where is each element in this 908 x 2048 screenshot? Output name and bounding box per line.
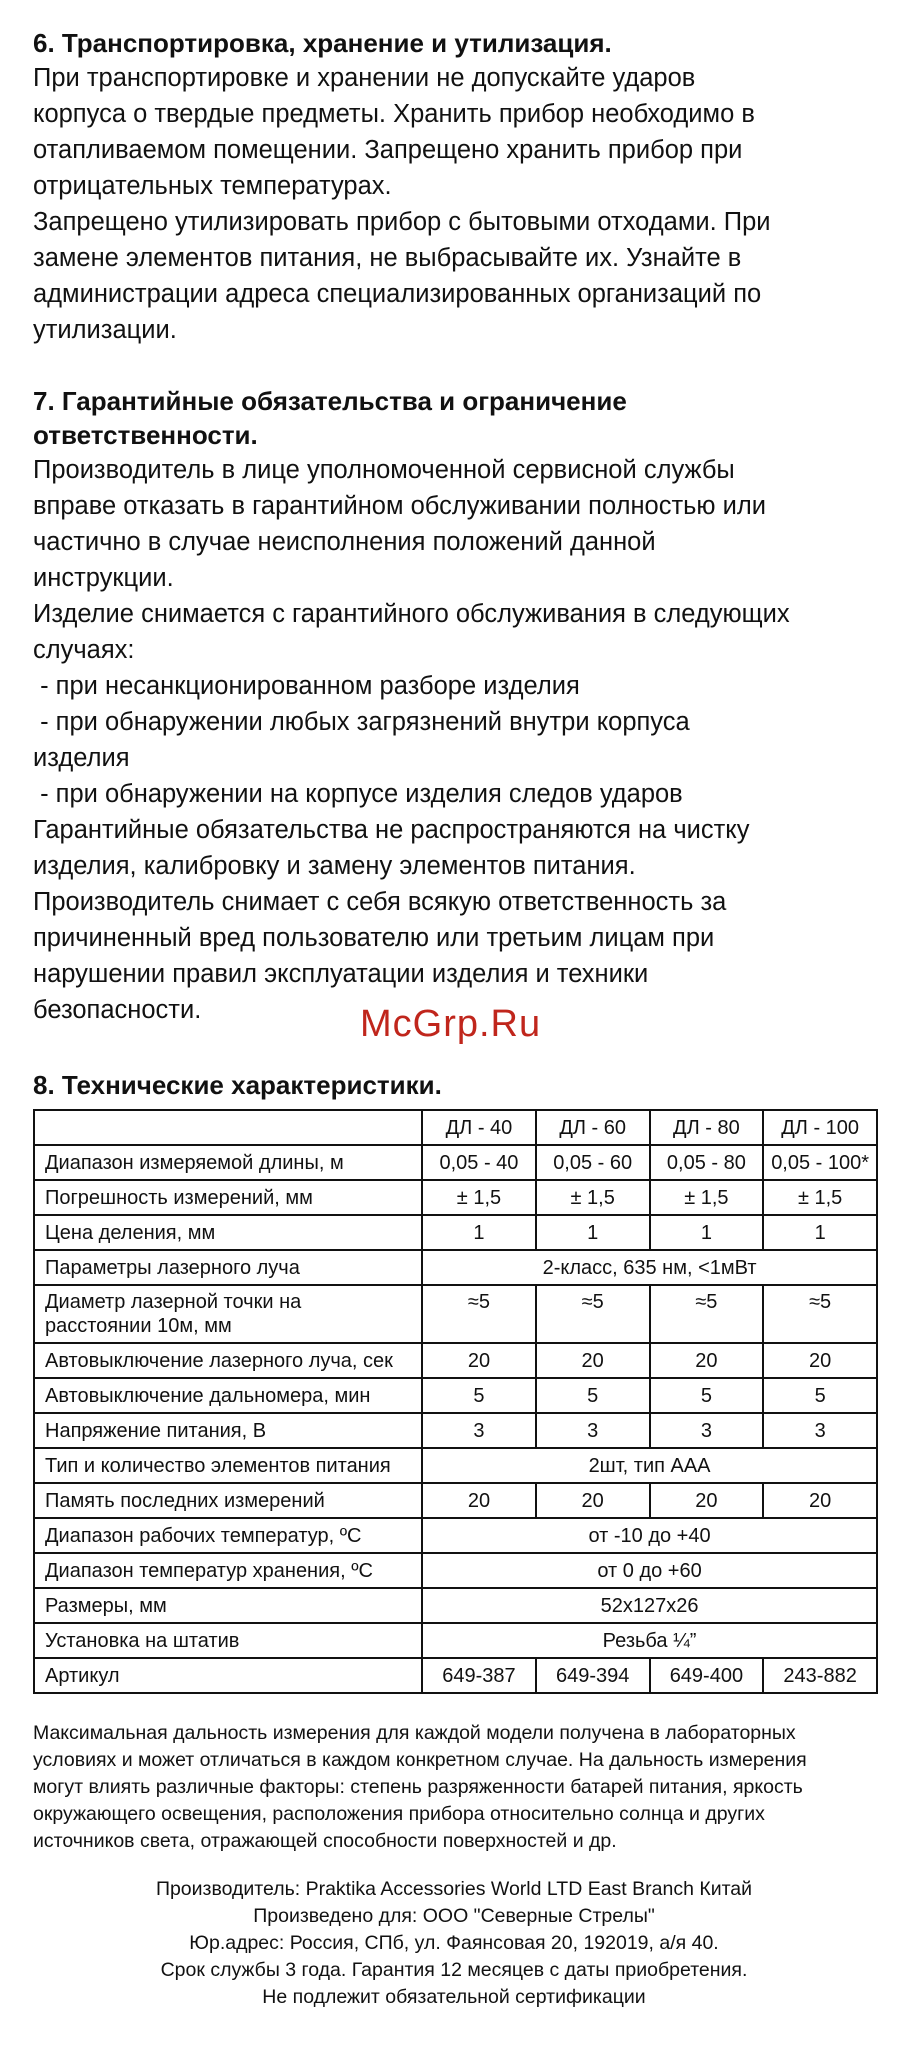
section-7-line: безопасности.	[33, 996, 202, 1024]
section-7-line: инструкции.	[33, 564, 174, 592]
spec-value: 3	[763, 1413, 877, 1448]
spec-label: Автовыключение лазерного луча, сек	[34, 1343, 422, 1378]
section-7-line: изделия	[33, 744, 130, 772]
section-spacer	[33, 348, 881, 384]
table-row	[34, 1553, 877, 1588]
spec-value: 20	[422, 1483, 536, 1518]
spec-value: 243-882	[763, 1658, 877, 1693]
note-line: источников света, отражающей способности поверхностей и др.	[33, 1830, 617, 1852]
specs-table	[33, 1109, 878, 1694]
section-8-title: 8. Технические характеристики.	[33, 1070, 442, 1100]
note-line: могут влиять различные факторы: степень разряженности батарей питания, яркость	[33, 1776, 803, 1798]
spec-label: Напряжение питания, В	[34, 1413, 422, 1448]
section-7-line: Изделие снимается с гарантийного обслуживания в следующих	[33, 600, 790, 628]
spec-label: Цена деления, мм	[34, 1215, 422, 1250]
spec-value: 2шт, тип ААА	[422, 1448, 877, 1483]
table-row	[34, 1448, 877, 1483]
section-7-line: Производитель в лице уполномоченной сервисной службы	[33, 456, 735, 484]
spec-label: Параметры лазерного луча	[34, 1250, 422, 1285]
section-7-line: - при обнаружении на корпусе изделия следов ударов	[33, 780, 683, 808]
section-6-line: При транспортировке и хранении не допускайте ударов	[33, 64, 696, 92]
spec-value: Резьба ¼”	[422, 1623, 877, 1658]
section-7-title: ответственности.	[33, 420, 258, 450]
spec-label: Диапазон температур хранения, ºС	[34, 1553, 422, 1588]
table-header-blank	[34, 1110, 422, 1145]
spec-label: Диаметр лазерной точки на расстоянии 10м, мм	[34, 1285, 422, 1343]
spec-label: Артикул	[34, 1658, 422, 1693]
footer-line: Не подлежит обязательной сертификации	[262, 1986, 646, 2008]
spec-value: 5	[763, 1378, 877, 1413]
spec-label: Память последних измерений	[34, 1483, 422, 1518]
spec-value: от 0 до +60	[422, 1553, 877, 1588]
model-header: ДЛ - 60	[536, 1110, 650, 1145]
table-row	[34, 1658, 877, 1693]
spec-value: ± 1,5	[536, 1180, 650, 1215]
table-row	[34, 1588, 877, 1623]
spec-value: ≈5	[650, 1285, 764, 1343]
note-line: Максимальная дальность измерения для каждой модели получена в лабораторных	[33, 1722, 796, 1744]
model-header: ДЛ - 80	[650, 1110, 764, 1145]
table-row	[34, 1413, 877, 1448]
spec-value: ≈5	[536, 1285, 650, 1343]
table-row	[34, 1145, 877, 1180]
table-row	[34, 1180, 877, 1215]
section-6-line: отрицательных температурах.	[33, 172, 392, 200]
section-6-line: Запрещено утилизировать прибор с бытовыми отходами. При	[33, 208, 771, 236]
model-header: ДЛ - 100	[763, 1110, 877, 1145]
footer-line: Произведено для: ООО "Северные Стрелы"	[253, 1905, 655, 1927]
spec-value: от -10 до +40	[422, 1518, 877, 1553]
spec-value: 0,05 - 100*	[763, 1145, 877, 1180]
spec-value: 20	[763, 1343, 877, 1378]
footer-line: Производитель: Praktika Accessories World LTD East Branch Китай	[155, 1878, 753, 1900]
spec-label: Размеры, мм	[34, 1588, 422, 1623]
spec-value: 1	[763, 1215, 877, 1250]
spec-value: 20	[650, 1483, 764, 1518]
spec-value: 649-387	[422, 1658, 536, 1693]
spec-label: Погрешность измерений, мм	[34, 1180, 422, 1215]
section-7-line: - при несанкционированном разборе изделия	[33, 672, 580, 700]
footer-line: Юр.адрес: Россия, СПб, ул. Фаянсовая 20, 192019, а/я 40.	[189, 1932, 719, 1954]
note-line: окружающего освещения, расположения прибора относительно солнца и других	[33, 1803, 765, 1825]
spec-value: 1	[650, 1215, 764, 1250]
spec-value: 5	[650, 1378, 764, 1413]
spec-value: 52х127х26	[422, 1588, 877, 1623]
section-7-line: нарушении правил эксплуатации изделия и техники	[33, 960, 649, 988]
section-6-line: отапливаемом помещении. Запрещено хранить прибор при	[33, 136, 743, 164]
spec-value: ± 1,5	[422, 1180, 536, 1215]
spec-value: 5	[422, 1378, 536, 1413]
spec-value: 0,05 - 60	[536, 1145, 650, 1180]
spec-label: Тип и количество элементов питания	[34, 1448, 422, 1483]
spec-value: 3	[536, 1413, 650, 1448]
spec-value: 20	[536, 1483, 650, 1518]
table-row	[34, 1285, 877, 1343]
watermark: McGrp.Ru	[360, 1003, 542, 1045]
section-7-line: случаях:	[33, 636, 135, 664]
spec-label: Автовыключение дальномера, мин	[34, 1378, 422, 1413]
spec-value: 3	[422, 1413, 536, 1448]
section-6-line: утилизации.	[33, 316, 177, 344]
spec-value: 649-400	[650, 1658, 764, 1693]
section-6-line: корпуса о твердые предметы. Хранить прибор необходимо в	[33, 100, 755, 128]
section-7-line: - при обнаружении любых загрязнений внутри корпуса	[33, 708, 690, 736]
section-7-line: изделия, калибровку и замену элементов питания.	[33, 852, 636, 880]
table-row	[34, 1250, 877, 1285]
section-7-line: вправе отказать в гарантийном обслуживании полностью или	[33, 492, 767, 520]
spec-value: ± 1,5	[763, 1180, 877, 1215]
section-7-line: причиненный вред пользователю или третьим лицам при	[33, 924, 715, 952]
manufacturer-footer	[0, 1876, 908, 2011]
spec-value: ± 1,5	[650, 1180, 764, 1215]
spec-value: 2-класс, 635 нм, <1мВт	[422, 1250, 877, 1285]
section-6-line: администрации адреса специализированных организаций по	[33, 280, 762, 308]
spec-value: 1	[536, 1215, 650, 1250]
spec-value: 3	[650, 1413, 764, 1448]
spec-value: 0,05 - 80	[650, 1145, 764, 1180]
spec-value: 1	[422, 1215, 536, 1250]
spec-label: Диапазон рабочих температур, ºС	[34, 1518, 422, 1553]
table-row	[34, 1343, 877, 1378]
spec-value: ≈5	[422, 1285, 536, 1343]
spec-label: Установка на штатив	[34, 1623, 422, 1658]
spec-value: 0,05 - 40	[422, 1145, 536, 1180]
spec-value: 20	[536, 1343, 650, 1378]
table-row	[34, 1623, 877, 1658]
table-row	[34, 1483, 877, 1518]
table-row	[34, 1518, 877, 1553]
section-6-title: 6. Транспортировка, хранение и утилизация.	[33, 28, 612, 58]
spec-value: 5	[536, 1378, 650, 1413]
spec-value: 20	[422, 1343, 536, 1378]
section-6-line: замене элементов питания, не выбрасывайте их. Узнайте в	[33, 244, 742, 272]
spec-value: ≈5	[763, 1285, 877, 1343]
spec-value: 20	[763, 1483, 877, 1518]
section-7-line: Гарантийные обязательства не распространяются на чистку	[33, 816, 750, 844]
instruction-text	[33, 26, 881, 1028]
table-row	[34, 1378, 877, 1413]
footer-line: Срок службы 3 года. Гарантия 12 месяцев с даты приобретения.	[160, 1959, 748, 1981]
model-header: ДЛ - 40	[422, 1110, 536, 1145]
range-note	[33, 1720, 878, 1855]
spec-label: Диапазон измеряемой длины, м	[34, 1145, 422, 1180]
table-header-row	[34, 1110, 877, 1145]
spec-value: 20	[650, 1343, 764, 1378]
spec-value: 649-394	[536, 1658, 650, 1693]
table-row	[34, 1215, 877, 1250]
note-line: условиях и может отличаться в каждом конкретном случае. На дальность измерения	[33, 1749, 807, 1771]
section-7-title: 7. Гарантийные обязательства и ограничение	[33, 386, 627, 416]
section-7-line: Производитель снимает с себя всякую ответственность за	[33, 888, 727, 916]
section-7-line: частично в случае неисполнения положений данной	[33, 528, 656, 556]
